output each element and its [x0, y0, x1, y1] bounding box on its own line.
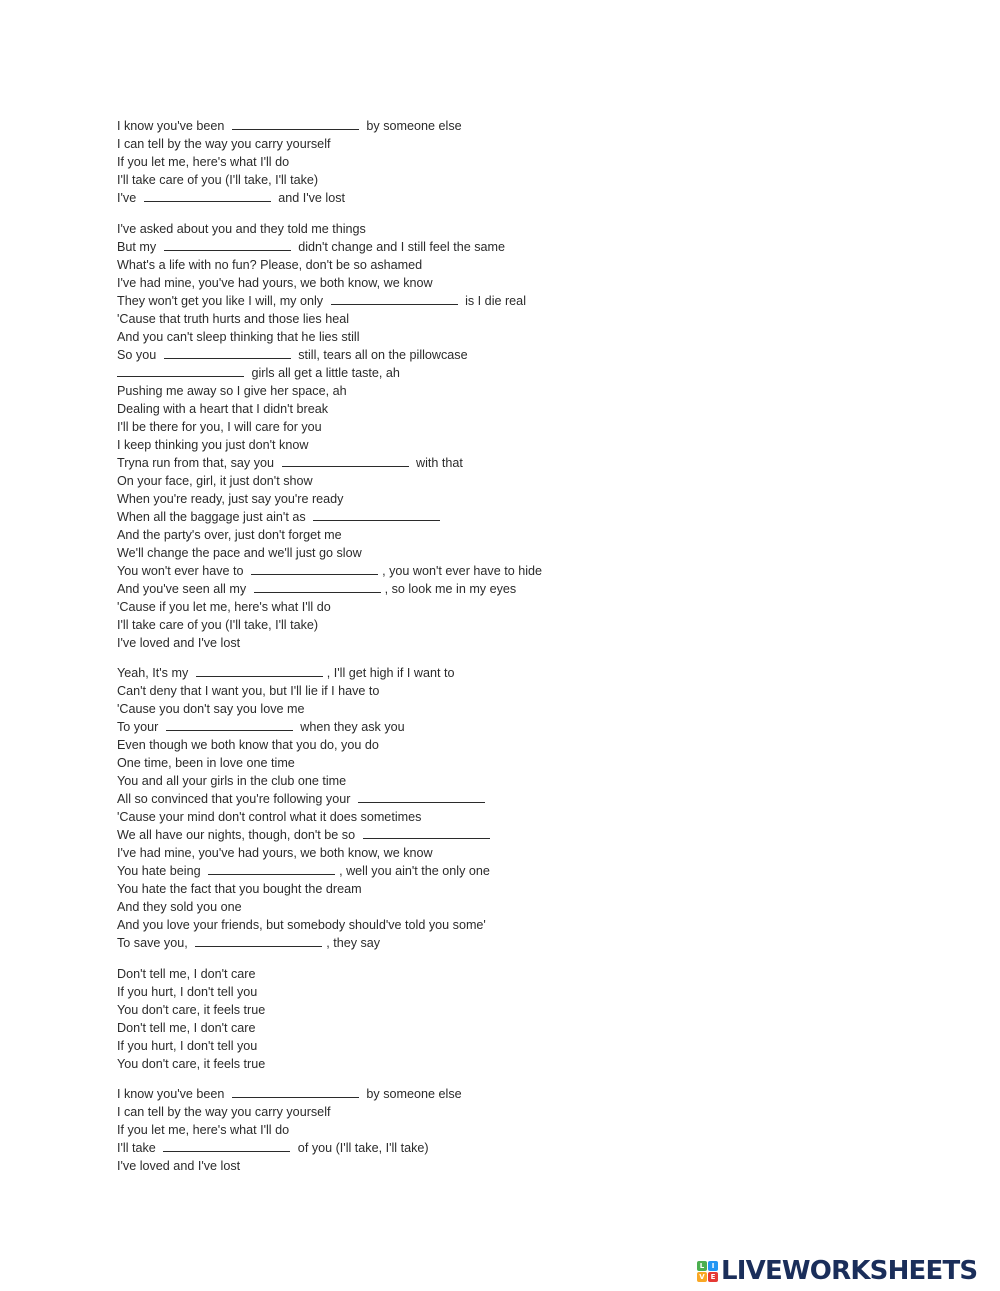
answer-blank[interactable] — [117, 364, 244, 377]
lyric-text: When all the baggage just ain't as — [117, 509, 310, 524]
lyric-text: I'll take care of you (I'll take, I'll take) — [117, 617, 319, 632]
logo-mark-e: E — [708, 1272, 718, 1282]
stanza — [117, 117, 717, 207]
lyric-text: 'Cause if you let me, here's what I'll do — [117, 599, 331, 614]
lyric-line — [117, 1121, 717, 1139]
lyric-text: Tryna run from that, say you — [117, 455, 278, 470]
lyric-text: And they sold you one — [117, 900, 242, 914]
lyric-text: by someone else — [362, 119, 462, 133]
lyric-line — [117, 934, 717, 952]
lyric-line — [117, 490, 717, 508]
lyric-line — [117, 171, 717, 189]
stanza — [117, 220, 717, 652]
answer-blank[interactable] — [195, 934, 322, 947]
logo-text: LIVEWORKSHEETS — [721, 1256, 978, 1286]
lyric-text: When you're ready, just say you're ready — [117, 491, 344, 506]
lyric-text: I can tell by the way you carry yourself — [117, 137, 331, 151]
lyric-line — [117, 983, 717, 1001]
lyric-text: I've had mine, you've had yours, we both know, we know — [117, 846, 433, 860]
worksheet-lyrics — [117, 117, 717, 1188]
lyric-line — [117, 664, 717, 682]
lyric-line — [117, 436, 717, 454]
lyric-line — [117, 1103, 717, 1121]
answer-blank[interactable] — [358, 790, 485, 803]
lyric-text: What's a life with no fun? Please, don't be so ashamed — [117, 257, 423, 272]
lyric-line — [117, 682, 717, 700]
answer-blank[interactable] — [331, 292, 458, 305]
lyric-line — [117, 189, 717, 207]
lyric-text: Don't tell me, I don't care — [117, 966, 256, 981]
lyric-line — [117, 718, 717, 736]
lyric-text: I'll be there for you, I will care for you — [117, 419, 322, 434]
logo-mark-l: L — [697, 1261, 707, 1271]
lyric-text: I'll take care of you (I'll take, I'll take) — [117, 173, 319, 187]
lyric-line — [117, 754, 717, 772]
answer-blank[interactable] — [282, 454, 409, 467]
lyric-line — [117, 1019, 717, 1037]
lyric-text: To save you, — [117, 936, 192, 950]
lyric-line — [117, 508, 717, 526]
lyric-line — [117, 1085, 717, 1103]
lyric-line — [117, 220, 717, 238]
lyric-line — [117, 382, 717, 400]
lyric-line — [117, 238, 717, 256]
lyric-line — [117, 274, 717, 292]
lyric-text: 'Cause you don't say you love me — [117, 702, 305, 716]
lyric-line — [117, 880, 717, 898]
lyric-line — [117, 808, 717, 826]
lyric-text: by someone else — [362, 1087, 462, 1101]
lyric-text: Yeah, It's my — [117, 666, 192, 680]
lyric-text: So you — [117, 347, 160, 362]
answer-blank[interactable] — [164, 238, 291, 251]
lyric-line — [117, 454, 717, 472]
lyric-text: , you won't ever have to hide — [382, 563, 543, 578]
lyric-text: Can't deny that I want you, but I'll lie if I have to — [117, 684, 380, 698]
lyric-text: All so convinced that you're following your — [117, 792, 354, 806]
lyric-text: Don't tell me, I don't care — [117, 1020, 256, 1035]
answer-blank[interactable] — [196, 664, 323, 677]
lyric-text: , I'll get high if I want to — [326, 666, 455, 680]
lyric-text: You don't care, it feels true — [117, 1056, 266, 1071]
answer-blank[interactable] — [313, 508, 440, 521]
lyric-line — [117, 400, 717, 418]
answer-blank[interactable] — [254, 580, 381, 593]
lyric-line — [117, 472, 717, 490]
lyric-text: You don't care, it feels true — [117, 1002, 266, 1017]
lyric-text: We all have our nights, though, don't be so — [117, 828, 359, 842]
lyric-line — [117, 562, 717, 580]
answer-blank[interactable] — [363, 826, 490, 839]
lyric-text: Even though we both know that you do, you do — [117, 738, 379, 752]
lyric-line — [117, 1139, 717, 1157]
lyric-line — [117, 844, 717, 862]
answer-blank[interactable] — [232, 1085, 359, 1098]
lyric-line — [117, 135, 717, 153]
lyric-text: We'll change the pace and we'll just go slow — [117, 545, 362, 560]
lyric-text: Dealing with a heart that I didn't break — [117, 401, 329, 416]
answer-blank[interactable] — [251, 562, 378, 575]
answer-blank[interactable] — [208, 862, 335, 875]
lyric-text: didn't change and I still feel the same — [294, 239, 506, 254]
answer-blank[interactable] — [232, 117, 359, 130]
lyric-line — [117, 256, 717, 274]
lyric-line — [117, 700, 717, 718]
lyric-text: I can tell by the way you carry yourself — [117, 1105, 331, 1119]
lyric-line — [117, 862, 717, 880]
lyric-text: Pushing me away so I give her space, ah — [117, 383, 347, 398]
lyric-line — [117, 1001, 717, 1019]
lyric-text: They won't get you like I will, my only — [117, 293, 327, 308]
lyric-text: I'll take — [117, 1141, 160, 1155]
lyric-text: , so look me in my eyes — [384, 581, 517, 596]
lyric-text: I've asked about you and they told me things — [117, 221, 366, 236]
lyric-line — [117, 328, 717, 346]
lyric-text: 'Cause that truth hurts and those lies heal — [117, 311, 350, 326]
answer-blank[interactable] — [163, 1139, 290, 1152]
lyric-line — [117, 117, 717, 135]
lyric-text: And you love your friends, but somebody should've told you some' — [117, 918, 486, 932]
lyric-text: I've had mine, you've had yours, we both know, we know — [117, 275, 433, 290]
lyric-text: One time, been in love one time — [117, 756, 295, 770]
lyric-text: I've loved and I've lost — [117, 635, 241, 650]
lyric-text: And the party's over, just don't forget me — [117, 527, 342, 542]
liveworksheets-logo — [697, 1256, 977, 1286]
lyric-text: You and all your girls in the club one time — [117, 774, 347, 788]
lyric-text: To your — [117, 720, 162, 734]
lyric-text: If you let me, here's what I'll do — [117, 155, 290, 169]
lyric-line — [117, 1037, 717, 1055]
stanza — [117, 1085, 717, 1175]
lyric-text: , well you ain't the only one — [339, 864, 490, 878]
lyric-text: I've — [117, 191, 140, 205]
lyric-line — [117, 916, 717, 934]
liveworksheets-logo-icon — [697, 1261, 718, 1282]
lyric-line — [117, 418, 717, 436]
lyric-line — [117, 310, 717, 328]
lyric-text: You hate the fact that you bought the dream — [117, 882, 362, 896]
lyric-text: when they ask you — [296, 720, 405, 734]
lyric-line — [117, 544, 717, 562]
logo-mark-i: I — [708, 1261, 718, 1271]
lyric-line — [117, 153, 717, 171]
lyric-line — [117, 598, 717, 616]
lyric-text: I know you've been — [117, 1087, 228, 1101]
lyric-text: I keep thinking you just don't know — [117, 437, 309, 452]
logo-mark-v: V — [697, 1272, 707, 1282]
lyric-text: , they say — [326, 936, 381, 950]
lyric-line — [117, 364, 717, 382]
answer-blank[interactable] — [164, 346, 291, 359]
lyric-text: On your face, girl, it just don't show — [117, 473, 313, 488]
lyric-text: of you (I'll take, I'll take) — [294, 1141, 429, 1155]
lyric-line — [117, 1055, 717, 1073]
lyric-line — [117, 736, 717, 754]
stanza — [117, 664, 717, 952]
lyric-text: If you hurt, I don't tell you — [117, 1038, 258, 1053]
lyric-line — [117, 965, 717, 983]
lyric-text: is I die real — [461, 293, 526, 308]
lyric-line — [117, 292, 717, 310]
lyric-line — [117, 772, 717, 790]
stanza — [117, 965, 717, 1073]
lyric-text: You hate being — [117, 864, 205, 878]
lyric-line — [117, 526, 717, 544]
answer-blank[interactable] — [144, 189, 271, 202]
lyric-text: And you can't sleep thinking that he lies still — [117, 329, 360, 344]
lyric-line — [117, 1157, 717, 1175]
lyric-text: girls all get a little taste, ah — [248, 365, 400, 380]
lyric-text: still, tears all on the pillowcase — [294, 347, 468, 362]
lyric-text: with that — [412, 455, 463, 470]
lyric-text: I've loved and I've lost — [117, 1159, 241, 1173]
lyric-line — [117, 346, 717, 364]
lyric-line — [117, 634, 717, 652]
lyric-line — [117, 616, 717, 634]
lyric-line — [117, 898, 717, 916]
lyric-text: 'Cause your mind don't control what it does sometimes — [117, 810, 422, 824]
lyric-text: If you let me, here's what I'll do — [117, 1123, 290, 1137]
answer-blank[interactable] — [166, 718, 293, 731]
lyric-text: But my — [117, 239, 160, 254]
lyric-text: You won't ever have to — [117, 563, 248, 578]
lyric-text: If you hurt, I don't tell you — [117, 984, 258, 999]
lyric-line — [117, 580, 717, 598]
lyric-line — [117, 826, 717, 844]
lyric-text: and I've lost — [274, 191, 346, 205]
lyric-line — [117, 790, 717, 808]
lyric-text: And you've seen all my — [117, 581, 250, 596]
lyric-text: I know you've been — [117, 119, 228, 133]
